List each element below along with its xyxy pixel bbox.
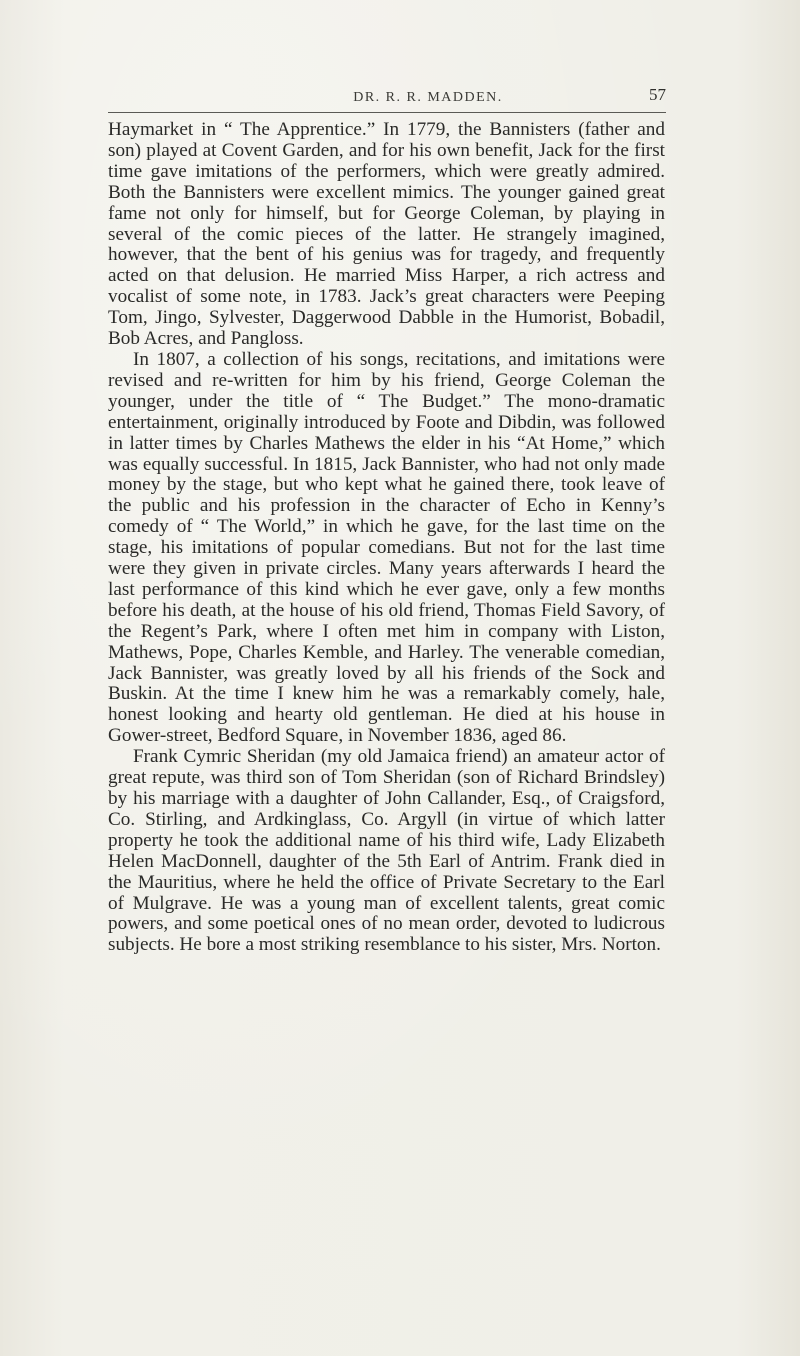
paragraph: Frank Cymric Sheridan (my old Jamaica friend) an amateur actor of great repute, was third son of Tom Sheridan (son of Richard Brindsley) by his marriage with a daughter of John Callander, Esq., of Craigsford, Co. Stirling, and Ardkinglass, Co. Argyll (in virtue of which latter property he took the additional name of his third wife, Lady Elizabeth Helen MacDonnell, daughter of the 5th Earl of Antrim. Frank died in the Mauritius, where he held the office of Private Secretary to the Earl of Mulgrave. He was a young man of excellent talents, great comic powers, and some poetical ones of no mean order, devoted to ludicrous subjects. He bore a most striking resemblance to his sister, Mrs. Norton. <box>108 746 665 956</box>
body-text <box>108 120 665 956</box>
header-rule <box>108 112 666 113</box>
running-head-title: DR. R. R. MADDEN. <box>353 90 503 105</box>
running-head <box>278 90 578 106</box>
paragraph: Haymarket in “ The Apprentice.” In 1779, the Bannisters (father and son) played at Covent Garden, and for his own benefit, Jack for the first time gave imitations of the performers, which were greatly admired. Both the Bannisters were excellent mimics. The younger gained great fame not only for himself, but for George Coleman, by playing in several of the comic pieces of the latter. He strangely imagined, however, that the bent of his genius was for tragedy, and frequently acted on that delusion. He married Miss Harper, a rich actress and vocalist of some note, in 1783. Jack’s great characters were Peeping Tom, Jingo, Sylvester, Daggerwood Dabble in the Humorist, Bobadil, Bob Acres, and Pangloss. <box>108 119 665 350</box>
paragraph: In 1807, a collection of his songs, recitations, and imitations were revised and re-written for him by his friend, George Coleman the younger, under the title of “ The Budget.” The mono-dramatic entertainment, originally introduced by Foote and Dibdin, was followed in latter times by Charles Mathews the elder in his “At Home,” which was equally successful. In 1815, Jack Bannister, who had not only made money by the stage, but who kept what he gained there, took leave of the public and his profession in the character of Echo in Kenny’s comedy of “ The World,” in which he gave, for the last time on the stage, his imitations of popular comedians. But not for the last time were they given in private circles. Many years afterwards I heard the last performance of this kind which he ever gave, only a few months before his death, at the house of his old friend, Thomas Field Savory, of the Regent’s Park, where I often met him in company with Liston, Mathews, Pope, Charles Kemble, and Harley. The venerable comedian, Jack Bannister, was greatly loved by all his friends of the Sock and Buskin. At the time I knew him he was a remarkably comely, hale, honest looking and hearty old gentleman. He died at his house in Gower-street, Bedford Square, in November 1836, aged 86. <box>108 348 665 747</box>
page-number: 57 <box>649 85 666 104</box>
